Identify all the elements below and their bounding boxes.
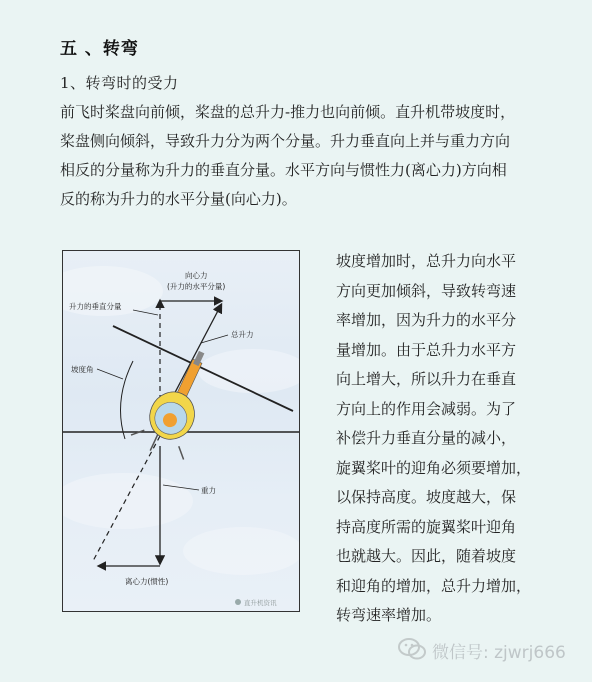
vertical-component-leader [133,310,158,315]
side-line: 向上增大，所以升力在垂直 [336,370,517,388]
total-lift-label: 总升力 [231,330,254,339]
side-line: 方向上的作用会减弱。为了 [336,399,517,418]
wechat-id-label: 微信号: zjwrj666 [432,643,566,663]
wechat-icon [398,636,428,662]
cloud-shape [183,527,299,575]
side-line: 转弯速率增加。 [336,606,442,624]
turn-forces-diagram [62,250,300,612]
centrifugal-label: 离心力(惯性) [125,577,169,586]
cloud-shape [63,473,193,529]
intro-line: 相反的分量称为升力的垂直分量。水平方向与惯性力(离心力)方向相 [60,161,507,179]
diagram-svg [63,251,299,611]
section-heading: 五 、转弯 [60,39,139,59]
subsection-heading: 1、转弯时的受力 [60,74,179,92]
side-line: 坡度增加时，总升力向水平 [336,252,517,270]
intro-line: 桨盘侧向倾斜，导致升力分为两个分量。升力垂直向上并与重力方向 [60,132,511,150]
bank-angle-leader [97,369,123,379]
gravity-label: 重力 [201,486,216,495]
intro-paragraph [60,98,560,214]
centripetal-label-line1: 向心力 [185,271,208,280]
side-line: 和迎角的增加，总升力增加， [336,576,532,595]
source-watermark-text: 直升机资讯 [244,599,277,607]
side-line: 方向更加倾斜，导致转弯速 [336,281,517,300]
bank-angle-arc [121,361,134,439]
side-line: 以保持高度。坡度越大，保 [336,488,517,506]
side-line: 持高度所需的旋翼桨叶迎角 [336,517,517,536]
vertical-component-label: 升力的垂直分量 [69,302,122,311]
side-line: 也就越大。因此，随着坡度 [336,547,517,565]
source-watermark-icon [235,599,241,605]
side-line: 量增加。由于总升力水平方 [336,340,517,359]
intro-line: 前飞时桨盘向前倾，桨盘的总升力-推力也向前倾。直升机带坡度时， [60,103,516,121]
centripetal-label-line2: (升力的水平分量) [167,282,226,291]
side-paragraph [336,247,576,631]
side-line: 率增加，因为升力的水平分 [336,311,517,329]
bank-angle-label: 坡度角 [71,365,94,374]
side-line: 旋翼桨叶的迎角必须要增加， [336,458,532,477]
cloud-shape [198,349,299,393]
intro-line: 反的称为升力的水平分量(向心力)。 [60,190,297,208]
side-line: 补偿升力垂直分量的减小， [336,429,517,447]
